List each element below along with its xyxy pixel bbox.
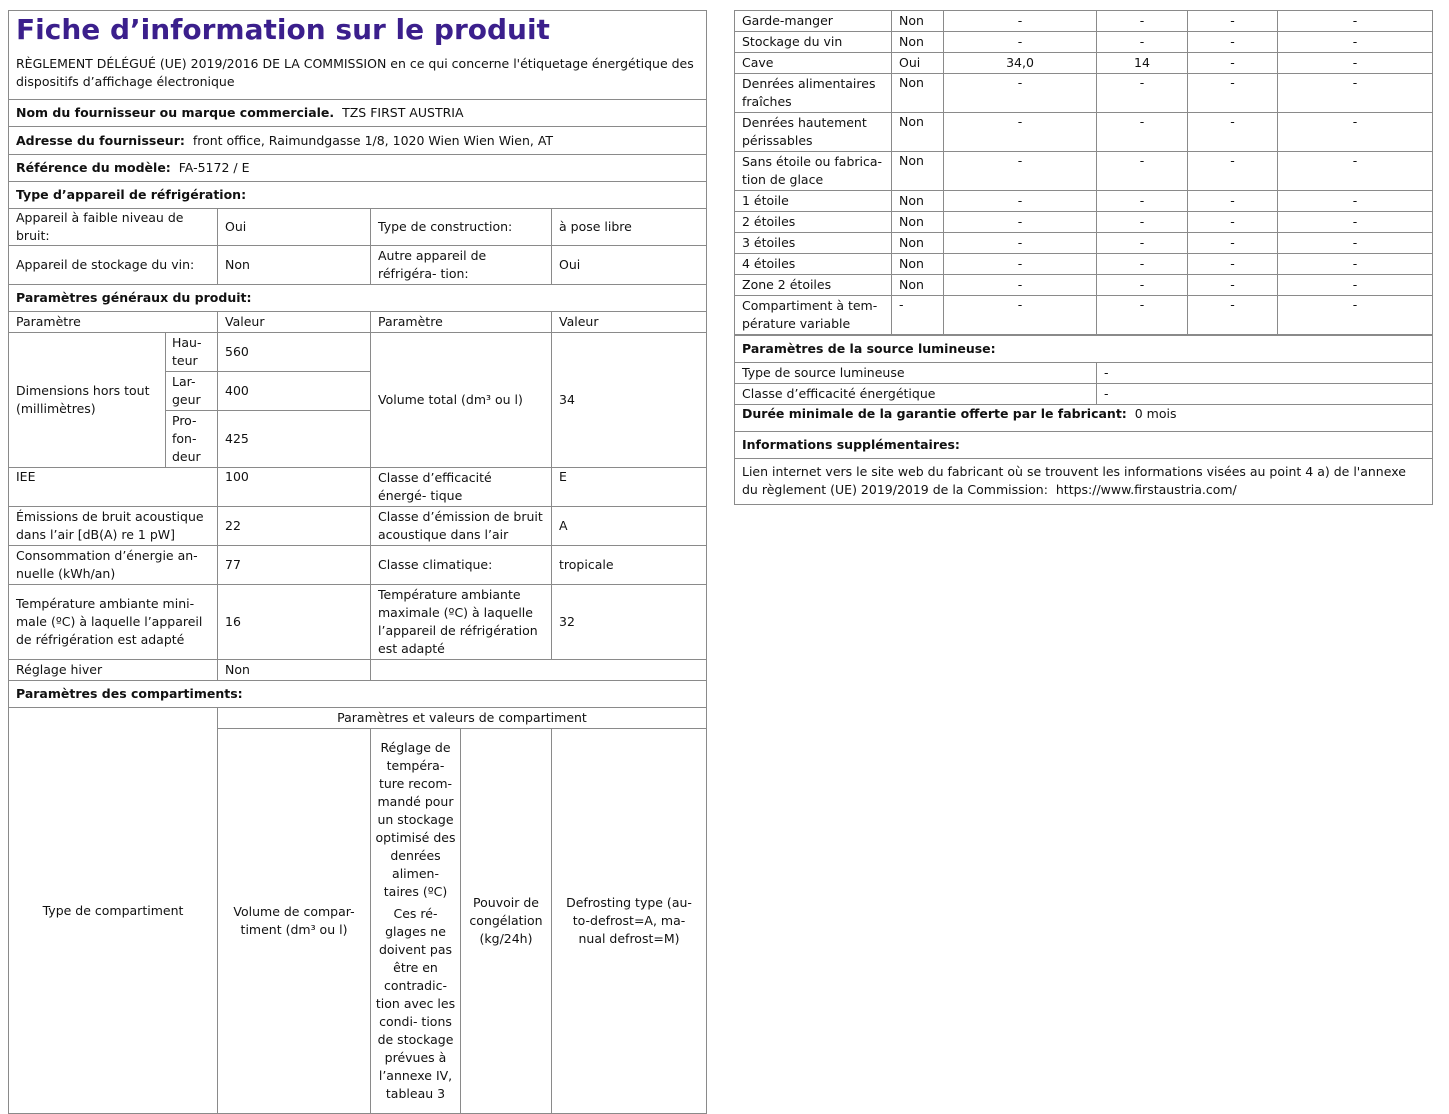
compartment-defrost-type: - xyxy=(1278,212,1433,233)
address-value: front office, Raimundgasse 1/8, 1020 Wien Wien Wien, AT xyxy=(192,132,554,148)
temp-setting-note: Ces ré- glages ne doivent pas être en contradic- tion avec les condi- tions de stockage prévues à l’annexe IV, tableau 3 xyxy=(375,906,456,1101)
appliance-type-heading: Type d’appareil de réfrigération: xyxy=(9,182,707,209)
model-label: Référence du modèle: xyxy=(16,160,171,175)
compartment-temp-setting: - xyxy=(1097,152,1188,191)
noise-emission-label: Émissions de bruit acoustique dans l’air [dB(A) re 1 pW] xyxy=(9,507,218,546)
compartment-row xyxy=(735,275,1433,296)
compartment-present: Non xyxy=(892,254,944,275)
iee-label: IEE xyxy=(9,468,218,507)
compartment-temp-setting: - xyxy=(1097,212,1188,233)
warranty-value: 0 mois xyxy=(1134,406,1177,421)
compartment-temp-setting: - xyxy=(1097,74,1188,113)
compartment-defrost-type: - xyxy=(1278,296,1433,335)
compartment-freezing-capacity: - xyxy=(1188,74,1278,113)
compartment-row xyxy=(735,152,1433,191)
compartment-defrost-type: - xyxy=(1278,275,1433,296)
warranty-row xyxy=(735,405,1433,432)
noise-class-value: A xyxy=(552,507,707,546)
param-col-header-2: Paramètre xyxy=(371,312,552,333)
compartment-freezing-capacity: - xyxy=(1188,275,1278,296)
width-value: 400 xyxy=(218,372,371,411)
compartment-name: 4 étoiles xyxy=(735,254,892,275)
compartment-present: Non xyxy=(892,275,944,296)
light-efficiency-value: - xyxy=(1097,384,1433,405)
compartment-volume: - xyxy=(944,11,1097,32)
compartment-defrost-type: - xyxy=(1278,191,1433,212)
compartment-present: Non xyxy=(892,113,944,152)
noise-emission-value: 22 xyxy=(218,507,371,546)
height-value: 560 xyxy=(218,333,371,372)
temp-setting-header xyxy=(371,729,461,1114)
min-temp-label: Température ambiante mini- male (ºC) à laquelle l’appareil de réfrigération est adapté xyxy=(9,585,218,660)
width-label: Lar- geur xyxy=(166,372,218,411)
compartment-values-header: Paramètres et valeurs de compartiment xyxy=(218,708,707,729)
compartment-name: Denrées hautement périssables xyxy=(735,113,892,152)
compartment-volume: 34,0 xyxy=(944,53,1097,74)
compartment-row xyxy=(735,32,1433,53)
compartment-volume: - xyxy=(944,113,1097,152)
compartment-volume: - xyxy=(944,191,1097,212)
compartment-row xyxy=(735,74,1433,113)
compartment-volume: - xyxy=(944,233,1097,254)
compartment-freezing-capacity: - xyxy=(1188,254,1278,275)
model-row xyxy=(9,155,707,182)
product-info-table xyxy=(8,10,707,1114)
dimensions-label: Dimensions hors tout (millimètres) xyxy=(9,333,166,468)
wine-storage-label: Appareil de stockage du vin: xyxy=(9,246,218,285)
compartment-present: Oui xyxy=(892,53,944,74)
compartment-row xyxy=(735,191,1433,212)
construction-label: Type de construction: xyxy=(371,209,552,246)
light-source-type-value: - xyxy=(1097,363,1433,384)
compartment-volume-header: Volume de compar- timent (dm³ ou l) xyxy=(218,729,371,1114)
compartment-temp-setting: - xyxy=(1097,233,1188,254)
compartment-name: Compartiment à tem- pérature variable xyxy=(735,296,892,335)
compartment-present: Non xyxy=(892,212,944,233)
total-volume-value: 34 xyxy=(552,333,707,468)
compartment-rows-table xyxy=(734,10,1433,335)
additional-info-text: Lien internet vers le site web du fabricant où se trouvent les informations visées au point 4 a) de l'annexe du règlement (UE) 2019/2019 de la Commission: xyxy=(742,464,1406,497)
compartment-volume: - xyxy=(944,275,1097,296)
header-cell xyxy=(9,11,707,100)
compartment-row xyxy=(735,53,1433,74)
max-temp-label: Température ambiante maximale (ºC) à laquelle l’appareil de réfrigération est adapté xyxy=(371,585,552,660)
compartment-defrost-type: - xyxy=(1278,53,1433,74)
additional-info-row xyxy=(735,459,1433,505)
low-noise-label: Appareil à faible niveau de bruit: xyxy=(9,209,218,246)
compartment-name: Garde-manger xyxy=(735,11,892,32)
min-temp-value: 16 xyxy=(218,585,371,660)
compartment-name: 3 étoiles xyxy=(735,233,892,254)
supplier-row xyxy=(9,100,707,127)
compartment-present: Non xyxy=(892,32,944,53)
compartment-present: Non xyxy=(892,233,944,254)
compartment-volume: - xyxy=(944,74,1097,113)
construction-value: à pose libre xyxy=(552,209,707,246)
product-sheet-right xyxy=(734,10,1432,505)
compartment-present: Non xyxy=(892,152,944,191)
compartment-row xyxy=(735,296,1433,335)
max-temp-value: 32 xyxy=(552,585,707,660)
value-col-header-2: Valeur xyxy=(552,312,707,333)
compartment-row xyxy=(735,254,1433,275)
compartment-freezing-capacity: - xyxy=(1188,152,1278,191)
compartment-row xyxy=(735,212,1433,233)
additional-info-heading: Informations supplémentaires: xyxy=(735,432,1433,459)
freezing-capacity-header: Pouvoir de congélation (kg/24h) xyxy=(461,729,552,1114)
noise-class-label: Classe d’émission de bruit acoustique dans l’air xyxy=(371,507,552,546)
energy-consumption-label: Consommation d’énergie an- nuelle (kWh/an) xyxy=(9,546,218,585)
value-col-header: Valeur xyxy=(218,312,371,333)
winter-setting-value: Non xyxy=(218,660,371,681)
supplier-label: Nom du fournisseur ou marque commerciale. xyxy=(16,105,335,120)
compartment-freezing-capacity: - xyxy=(1188,32,1278,53)
compartment-name: Stockage du vin xyxy=(735,32,892,53)
compartment-name: Zone 2 étoiles xyxy=(735,275,892,296)
compartment-defrost-type: - xyxy=(1278,32,1433,53)
compartment-defrost-type: - xyxy=(1278,233,1433,254)
climate-class-label: Classe climatique: xyxy=(371,546,552,585)
compartment-present: Non xyxy=(892,191,944,212)
compartment-row xyxy=(735,11,1433,32)
compartment-volume: - xyxy=(944,254,1097,275)
compartment-present: Non xyxy=(892,74,944,113)
address-row xyxy=(9,127,707,155)
compartment-type-header: Type de compartiment xyxy=(9,708,218,1114)
compartment-temp-setting: - xyxy=(1097,296,1188,335)
wine-storage-value: Non xyxy=(218,246,371,285)
param-col-header: Paramètre xyxy=(9,312,218,333)
warranty-label: Durée minimale de la garantie offerte par le fabricant: xyxy=(742,406,1127,421)
energy-consumption-value: 77 xyxy=(218,546,371,585)
other-appliance-value: Oui xyxy=(552,246,707,285)
supplier-value: TZS FIRST AUSTRIA xyxy=(342,105,464,120)
depth-label: Pro- fon- deur xyxy=(166,411,218,468)
compartment-temp-setting: - xyxy=(1097,254,1188,275)
compartment-present: Non xyxy=(892,11,944,32)
light-source-heading: Paramètres de la source lumineuse: xyxy=(735,336,1433,363)
winter-setting-label: Réglage hiver xyxy=(9,660,218,681)
product-sheet-left xyxy=(8,10,706,1114)
empty-cell xyxy=(371,660,707,681)
compartment-defrost-type: - xyxy=(1278,113,1433,152)
compartment-name: Denrées alimentaires fraîches xyxy=(735,74,892,113)
compartment-name: Cave xyxy=(735,53,892,74)
compartment-volume: - xyxy=(944,152,1097,191)
regulation-text: RÈGLEMENT DÉLÉGUÉ (UE) 2019/2016 DE LA COMMISSION en ce qui concerne l'étiquetage énergétique des dispositifs d’affichage électronique xyxy=(16,56,694,89)
compartment-name: 1 étoile xyxy=(735,191,892,212)
light-efficiency-label: Classe d’efficacité énergétique xyxy=(735,384,1097,405)
compartment-freezing-capacity: - xyxy=(1188,296,1278,335)
compartment-temp-setting: - xyxy=(1097,275,1188,296)
compartment-freezing-capacity: - xyxy=(1188,233,1278,254)
compartment-name: 2 étoiles xyxy=(735,212,892,233)
efficiency-class-value: E xyxy=(552,468,707,507)
general-params-heading: Paramètres généraux du produit: xyxy=(9,285,707,312)
iee-value: 100 xyxy=(218,468,371,507)
low-noise-value: Oui xyxy=(218,209,371,246)
compartment-present: - xyxy=(892,296,944,335)
compartment-volume: - xyxy=(944,296,1097,335)
compartment-volume: - xyxy=(944,212,1097,233)
other-appliance-label: Autre appareil de réfrigéra- tion: xyxy=(371,246,552,285)
compartment-temp-setting: - xyxy=(1097,113,1188,152)
manufacturer-url-link[interactable]: https://www.firstaustria.com/ xyxy=(1055,482,1237,497)
address-label: Adresse du fournisseur: xyxy=(16,132,185,148)
model-value: FA-5172 / E xyxy=(178,160,250,175)
compartment-rows xyxy=(735,11,1433,335)
compartments-heading: Paramètres des compartiments: xyxy=(9,681,707,708)
compartment-freezing-capacity: - xyxy=(1188,11,1278,32)
compartment-row xyxy=(735,233,1433,254)
compartment-defrost-type: - xyxy=(1278,254,1433,275)
compartment-defrost-type: - xyxy=(1278,11,1433,32)
page-title: Fiche d’information sur le produit xyxy=(16,13,550,46)
compartment-defrost-type: - xyxy=(1278,152,1433,191)
light-source-table xyxy=(734,335,1433,505)
compartment-temp-setting: - xyxy=(1097,32,1188,53)
efficiency-class-label: Classe d’efficacité énergé- tique xyxy=(371,468,552,507)
compartment-freezing-capacity: - xyxy=(1188,53,1278,74)
defrost-type-header: Defrosting type (au- to-defrost=A, ma- nual defrost=M) xyxy=(552,729,707,1114)
compartment-volume: - xyxy=(944,32,1097,53)
compartment-defrost-type: - xyxy=(1278,74,1433,113)
compartment-temp-setting: - xyxy=(1097,11,1188,32)
compartment-row xyxy=(735,113,1433,152)
height-label: Hau- teur xyxy=(166,333,218,372)
compartment-name: Sans étoile ou fabrica- tion de glace xyxy=(735,152,892,191)
compartment-freezing-capacity: - xyxy=(1188,212,1278,233)
total-volume-label: Volume total (dm³ ou l) xyxy=(371,333,552,468)
compartment-freezing-capacity: - xyxy=(1188,113,1278,152)
compartment-temp-setting: - xyxy=(1097,191,1188,212)
climate-class-value: tropicale xyxy=(552,546,707,585)
temp-setting-text: Réglage de tempéra- ture recom- mandé pour un stockage optimisé des denrées alimen- taires (ºC) xyxy=(375,740,456,899)
compartment-freezing-capacity: - xyxy=(1188,191,1278,212)
compartment-temp-setting: 14 xyxy=(1097,53,1188,74)
depth-value: 425 xyxy=(218,411,371,468)
light-source-type-label: Type de source lumineuse xyxy=(735,363,1097,384)
